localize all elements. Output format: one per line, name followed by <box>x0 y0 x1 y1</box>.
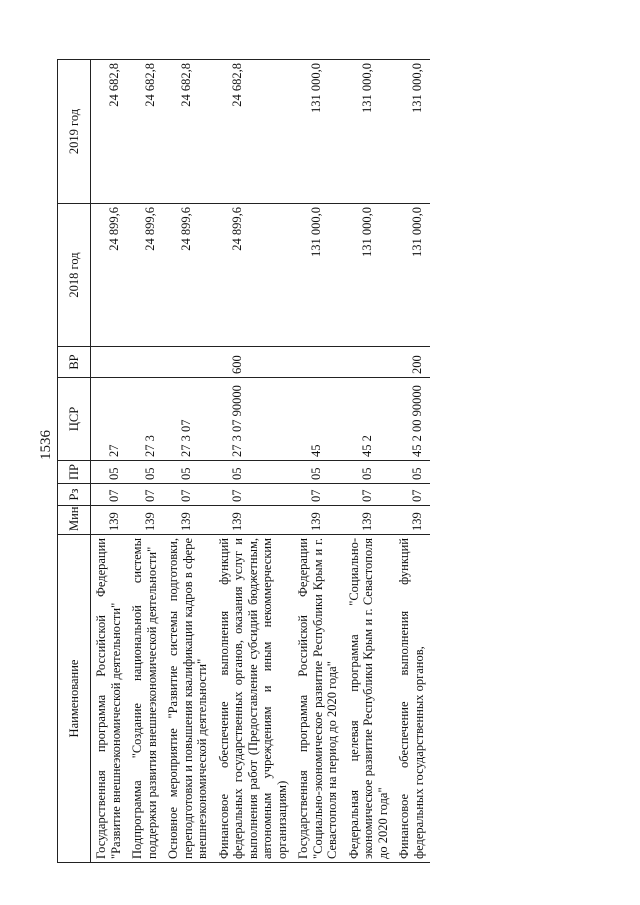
row-vr: 600 <box>214 347 294 378</box>
table-header <box>58 60 91 863</box>
header-min: Мин <box>58 506 91 535</box>
row-min: 139 <box>163 506 214 535</box>
row-csr: 27 3 07 <box>163 378 214 461</box>
row-pr: 05 <box>293 461 344 484</box>
row-pr: 05 <box>344 461 395 484</box>
header-pr: ПР <box>58 461 91 484</box>
row-2018: 24 899,6 <box>163 204 214 347</box>
row-rz: 07 <box>394 484 430 506</box>
header-csr: ЦСР <box>58 378 91 461</box>
table-row <box>394 60 430 863</box>
row-name: Подпрограмма "Создание национальной системы поддержки развития внешнеэкономической деятельности" <box>127 535 163 863</box>
header-row <box>58 60 91 863</box>
row-min: 139 <box>127 506 163 535</box>
row-rz: 07 <box>344 484 395 506</box>
row-pr: 05 <box>163 461 214 484</box>
header-rz: Рз <box>58 484 91 506</box>
row-csr: 45 2 00 90000 <box>394 378 430 461</box>
row-name: Федеральная целевая программа "Социально-экономическое развитие Республики Крым и г. Севастополя до 2020 года" <box>344 535 395 863</box>
row-2019: 24 682,8 <box>163 60 214 204</box>
row-name: Финансовое обеспечение выполнения функций федеральных государственных органов, <box>394 535 430 863</box>
row-2019: 24 682,8 <box>127 60 163 204</box>
row-min: 139 <box>344 506 395 535</box>
table-row <box>293 60 344 863</box>
page-number: 1536 <box>38 430 54 460</box>
row-pr: 05 <box>91 461 128 484</box>
row-vr <box>127 347 163 378</box>
row-2018: 24 899,6 <box>214 204 294 347</box>
row-2019: 131 000,0 <box>293 60 344 204</box>
row-vr <box>91 347 128 378</box>
row-name: Финансовое обеспечение выполнения функций федеральных государственных органов, оказания услуг и выполнения работ (Предоставление субсидий бюджетным, автономным учреждениям и иным некоммерческим организациям) <box>214 535 294 863</box>
row-pr: 05 <box>214 461 294 484</box>
table-row <box>91 60 128 863</box>
budget-table <box>57 59 430 863</box>
header-2019: 2019 год <box>58 60 91 204</box>
row-csr: 27 3 <box>127 378 163 461</box>
row-csr: 27 3 07 90000 <box>214 378 294 461</box>
row-2018: 24 899,6 <box>127 204 163 347</box>
header-name: Наименование <box>58 535 91 863</box>
row-vr <box>293 347 344 378</box>
rotated-table-wrapper <box>57 60 620 863</box>
row-name: Основное мероприятие "Развитие системы подготовки, переподготовки и повышения квалификации кадров в сфере внешнеэкономической деятельности" <box>163 535 214 863</box>
row-csr: 45 <box>293 378 344 461</box>
row-rz: 07 <box>127 484 163 506</box>
header-2018: 2018 год <box>58 204 91 347</box>
row-2019: 24 682,8 <box>91 60 128 204</box>
table-row <box>127 60 163 863</box>
table-body <box>91 60 431 863</box>
header-vr: ВР <box>58 347 91 378</box>
row-min: 139 <box>394 506 430 535</box>
row-vr <box>163 347 214 378</box>
row-min: 139 <box>214 506 294 535</box>
table-row <box>344 60 395 863</box>
row-csr: 45 2 <box>344 378 395 461</box>
row-rz: 07 <box>91 484 128 506</box>
row-2019: 131 000,0 <box>394 60 430 204</box>
row-min: 139 <box>293 506 344 535</box>
row-2018: 131 000,0 <box>394 204 430 347</box>
row-2018: 131 000,0 <box>293 204 344 347</box>
row-rz: 07 <box>163 484 214 506</box>
table-row <box>163 60 214 863</box>
row-pr: 05 <box>127 461 163 484</box>
row-pr: 05 <box>394 461 430 484</box>
row-2018: 131 000,0 <box>344 204 395 347</box>
row-rz: 07 <box>293 484 344 506</box>
row-vr: 200 <box>394 347 430 378</box>
row-2019: 131 000,0 <box>344 60 395 204</box>
row-min: 139 <box>91 506 128 535</box>
row-vr <box>344 347 395 378</box>
row-2018: 24 899,6 <box>91 204 128 347</box>
row-rz: 07 <box>214 484 294 506</box>
row-csr: 27 <box>91 378 128 461</box>
row-name: Государственная программа Российской Федерации "Социально-экономическое развитие Республики Крым и г. Севастополя на период до 2020 года" <box>293 535 344 863</box>
table-row <box>214 60 294 863</box>
row-2019: 24 682,8 <box>214 60 294 204</box>
row-name: Государственная программа Российской Федерации "Развитие внешнеэкономической деятельности" <box>91 535 128 863</box>
